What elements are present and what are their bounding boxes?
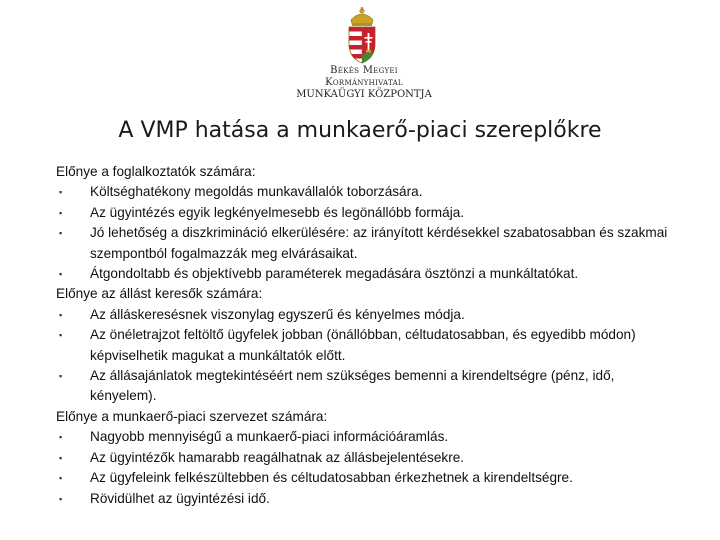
slide-title: A VMP hatása a munkaerő-piaci szereplőkre (118, 118, 602, 143)
bullet-icon: ▪ (59, 371, 63, 382)
bullet-icon: ▪ (59, 309, 63, 320)
list-item (56, 223, 676, 264)
bullet-icon: ▪ (59, 452, 63, 463)
list-item (56, 305, 676, 325)
list-item-text: Az önéletrajzot feltöltő ügyfelek jobban (önállóbban, céltudatosabban, és egyedibb módon) képviselhetik magukat a munkáltatók előtt. (90, 327, 636, 363)
bullet-list (56, 305, 676, 407)
list-item (56, 366, 676, 407)
list-item-text: Az ügyfeleink felkészültebben és céltudatosabban érkezhetnek a kirendeltségre. (90, 470, 573, 486)
bullet-list (56, 427, 676, 509)
list-item (56, 203, 676, 223)
list-item-text: Költséghatékony megoldás munkavállalók toborzására. (90, 184, 423, 200)
section-heading: Előnye a munkaerő-piaci szervezet számára: (56, 408, 328, 424)
list-item-text: Az álláskeresésnek viszonylag egyszerű és kényelmes módja. (90, 306, 465, 322)
slide-body (56, 162, 676, 509)
section-heading: Előnye a foglalkoztatók számára: (56, 164, 256, 179)
bullet-icon: ▪ (59, 432, 63, 443)
list-item-text: Rövidülhet az ügyintézési idő. (90, 490, 270, 506)
list-item (56, 468, 676, 488)
org-name-line-3: MUNKAÜGYI KÖZPONTJA (296, 89, 432, 100)
bullet-icon: ▪ (59, 473, 63, 484)
bullet-icon: ▪ (59, 330, 63, 341)
section-labour-organization (56, 407, 676, 509)
list-item-text: Az ügyintézés egyik legkényelmesebb és legönállóbb formája. (90, 204, 465, 220)
list-item-text: Nagyobb mennyiségű a munkaerő-piaci információáramlás. (90, 429, 449, 445)
bullet-icon: ▪ (59, 269, 63, 280)
list-item (56, 448, 676, 468)
bullet-list (56, 182, 676, 284)
list-item (56, 489, 676, 509)
hungarian-coat-of-arms-icon (342, 6, 382, 64)
list-item-text: Az ügyintézők hamarabb reagálhatnak az állásbejelentésekre. (90, 449, 465, 465)
list-item (56, 182, 676, 202)
list-item (56, 427, 676, 447)
header (0, 0, 720, 108)
list-item (56, 325, 676, 366)
section-heading: Előnye az állást keresők számára: (56, 286, 263, 302)
list-item-text: Az állásajánlatok megtekintéséért nem szükséges bemenni a kirendeltségre (pénz, idő, kényelem). (90, 368, 615, 404)
bullet-icon: ▪ (59, 493, 63, 504)
bullet-icon: ▪ (59, 207, 63, 218)
bullet-icon: ▪ (59, 187, 63, 198)
list-item (56, 264, 676, 284)
list-item-text: Jó lehetőség a diszkrimináció elkerülésére: az irányított kérdésekkel szabatosabban és szakmai szempontból fogalmazzák meg elvárásaikat. (90, 225, 668, 261)
org-name-line-1: Békés Megyei (330, 65, 398, 76)
org-name-line-2: Kormányhivatal (325, 77, 403, 88)
section-job-seekers (56, 284, 676, 406)
bullet-icon: ▪ (59, 228, 63, 239)
section-employers (56, 162, 676, 284)
list-item-text: Átgondoltabb és objektívebb paraméterek megadására ösztönzi a munkáltatókat. (90, 266, 579, 282)
